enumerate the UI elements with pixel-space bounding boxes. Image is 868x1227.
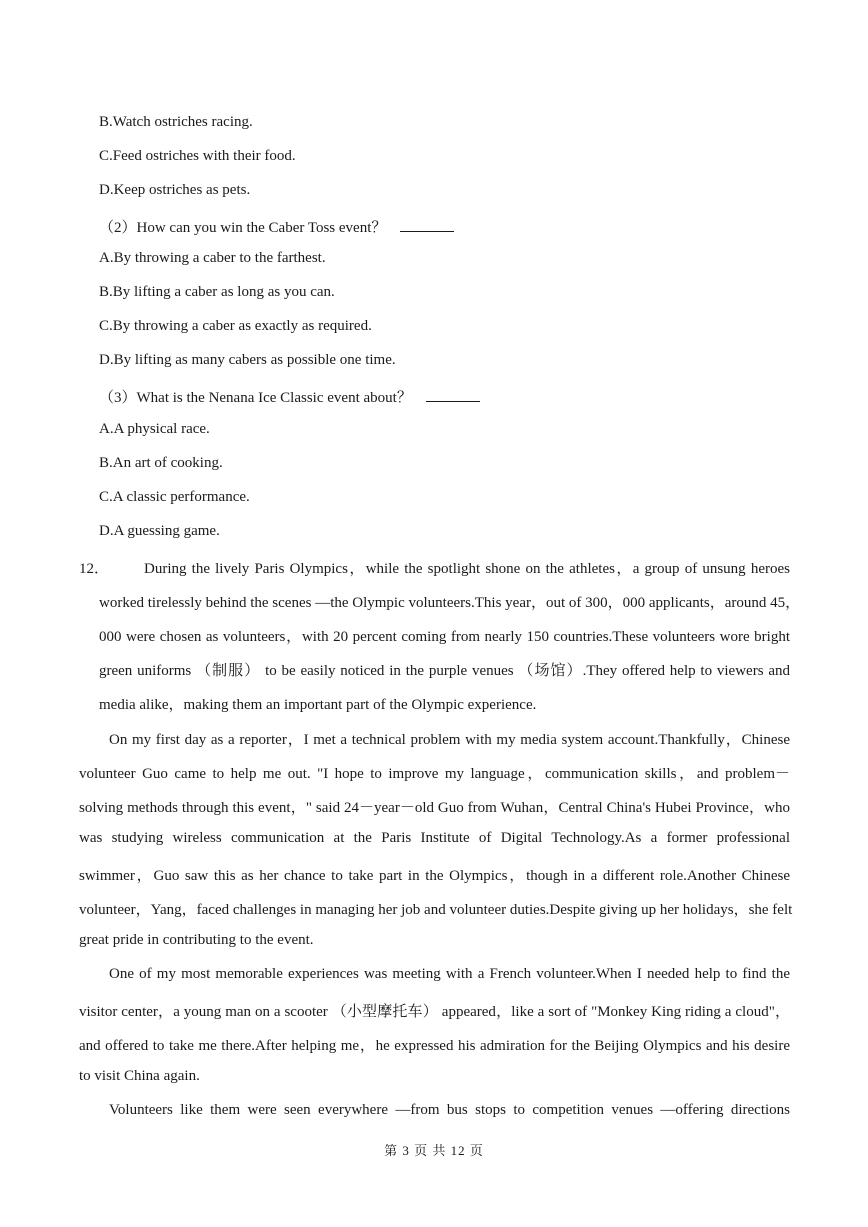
q12-p3-line-4: to visit China again. [79, 1068, 200, 1084]
q12-p2-line-3: solving methods through this event，" said 24－year－old Guo from Wuhan，Central China's Hubei Province，who [79, 800, 790, 816]
q12-p2-line-1: On my first day as a reporter，I met a technical problem with my media system account.Thankfully，Chinese [109, 732, 790, 748]
q11-option-b: B.Watch ostriches racing. [99, 114, 253, 130]
q12-p1-line-3: 000 were chosen as volunteers，with 20 percent coming from nearly 150 countries.These volunteers wore bright [99, 629, 790, 645]
q11-option-c: C.Feed ostriches with their food. [99, 148, 296, 164]
q2-option-d: D.By lifting as many cabers as possible one time. [99, 352, 396, 368]
q3-option-d: D.A guessing game. [99, 523, 220, 539]
q12-p2-line-6: volunteer，Yang，faced challenges in managing her job and volunteer duties.Despite giving up her holidays，she felt [79, 902, 793, 918]
q11-option-d: D.Keep ostriches as pets. [99, 182, 251, 198]
question-2-stem [99, 216, 454, 237]
q12-p3-line-2: visitor center，a young man on a scooter （小型摩托车） appeared，like a sort of "Monkey King riding a cloud"， [79, 1004, 790, 1020]
question-3-stem [99, 386, 480, 407]
q12-p4-line-1: Volunteers like them were seen everywhere —from bus stops to competition venues —offering directions [109, 1102, 790, 1118]
answer-blank [400, 219, 454, 232]
q12-p3-line-3: and offered to take me there.After helping me，he expressed his admiration for the Beijing Olympics and his desire [79, 1038, 790, 1054]
q3-option-a: A.A physical race. [99, 421, 210, 437]
q2-option-b: B.By lifting a caber as long as you can. [99, 284, 335, 300]
q2-option-c: C.By throwing a caber as exactly as required. [99, 318, 372, 334]
question-3-text: （3）What is the Nenana Ice Classic event about？ [99, 390, 412, 406]
q3-option-c: C.A classic performance. [99, 489, 250, 505]
page-footer: 第 3 页 共 12 页 [384, 1143, 484, 1158]
q12-p1-line-5: media alike，making them an important part of the Olympic experience. [99, 697, 537, 713]
question-2-text: （2）How can you win the Caber Toss event？ [99, 220, 387, 236]
q12-p2-line-4: was studying wireless communication at the Paris Institute of Digital Technology.As a former professional [79, 830, 790, 846]
q12-p2-line-5: swimmer，Guo saw this as her chance to take part in the Olympics，though in a different role.Another Chinese [79, 868, 790, 884]
q12-p1-line-2: worked tirelessly behind the scenes —the Olympic volunteers.This year，out of 300，000 applicants，around 45， [99, 595, 801, 611]
q12-p2-line-7: great pride in contributing to the event. [79, 932, 314, 948]
q12-p3-line-1: One of my most memorable experiences was meeting with a French volunteer.When I needed help to find the [109, 966, 790, 982]
q3-option-b: B.An art of cooking. [99, 455, 223, 471]
q12-p1-line-4: green uniforms （制服） to be easily noticed in the purple venues （场馆）.They offered help to viewers and [99, 663, 790, 679]
question-12-number: 12． [79, 561, 110, 577]
q12-p1-line-1: During the lively Paris Olympics，while the spotlight shone on the athletes，a group of unsung heroes [144, 561, 790, 577]
answer-blank [426, 389, 480, 402]
q12-p2-line-2: volunteer Guo came to help me out. "I hope to improve my language，communication skills，and problem－ [79, 766, 790, 782]
q2-option-a: A.By throwing a caber to the farthest. [99, 250, 326, 266]
